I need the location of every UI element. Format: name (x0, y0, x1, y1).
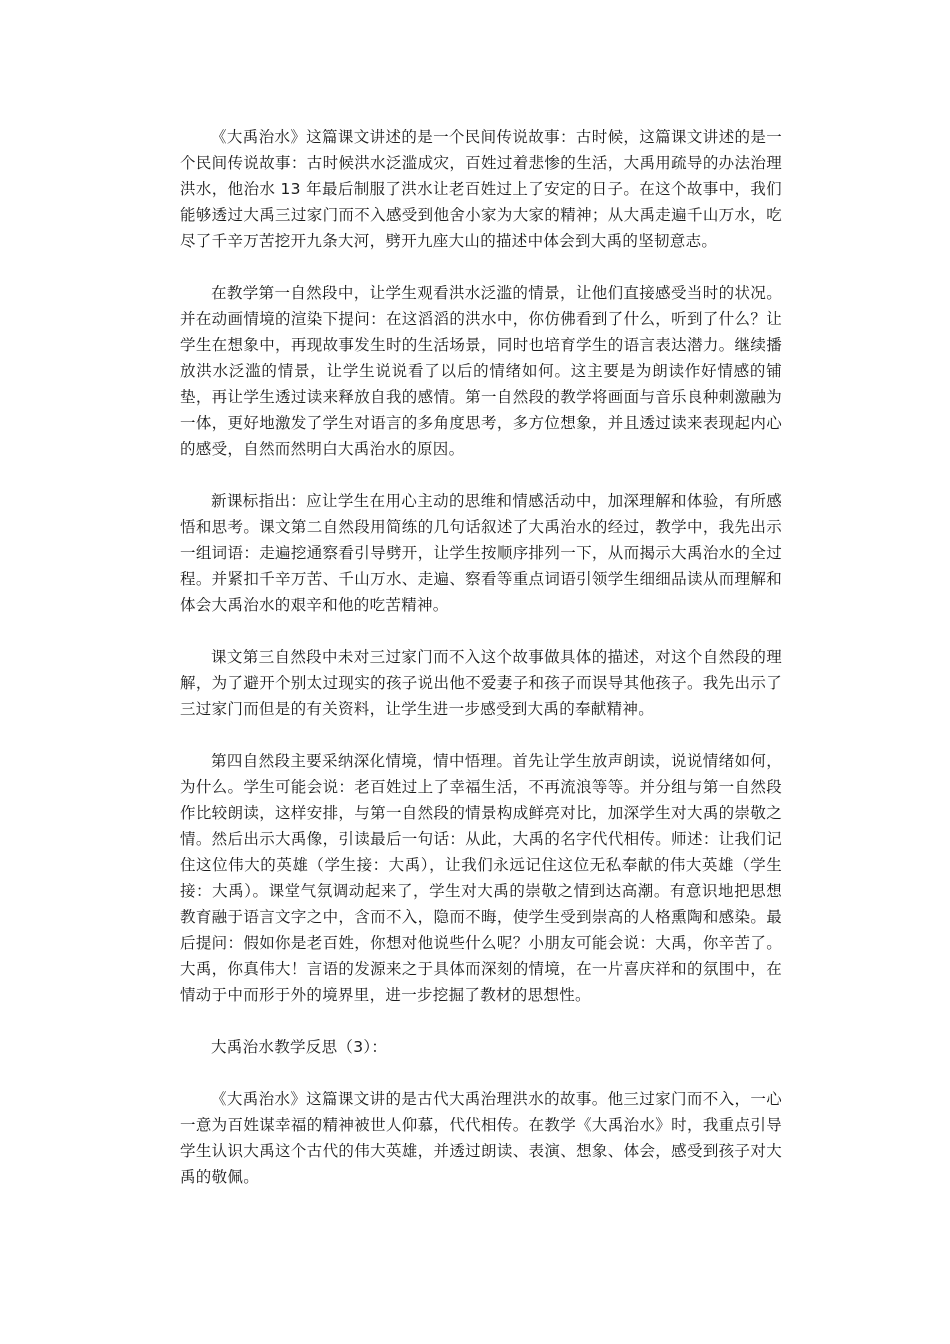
section-heading: 大禹治水教学反思（3）： (211, 1038, 388, 1056)
document-body (180, 124, 782, 1216)
paragraph-reflection-3: 《大禹治水》这篇课文讲的是古代大禹治理洪水的故事。他三过家门而不入，一心一意为百姓谋幸福的精神被世人仰慕，代代相传。在教学《大禹治水》时，我重点引导学生认识大禹这个古代的伟大英雄，并透过朗读、表演、想象、体会，感受到孩子对大禹的敬佩。 (180, 1090, 782, 1186)
paragraph-second-section: 新课标指出：应让学生在用心主动的思维和情感活动中，加深理解和体验，有所感悟和思考。课文第二自然段用简练的几句话叙述了大禹治水的经过，教学中，我先出示一组词语：走遍挖通察看引导劈开，让学生按顺序排列一下，从而揭示大禹治水的全过程。并紧扣千辛万苦、千山万水、走遍、察看等重点词语引领学生细细品读从而理解和体会大禹治水的艰辛和他的吃苦精神。 (180, 492, 782, 614)
paragraph-intro: 《大禹治水》这篇课文讲述的是一个民间传说故事：古时候，这篇课文讲述的是一个民间传说故事：古时候洪水泛滥成灾，百姓过着悲惨的生活，大禹用疏导的办法治理洪水，他治水 13 年最后制服了洪水让老百姓过上了安定的日子。在这个故事中，我们能够透过大禹三过家门而不入感受到他舍小家为大家的精神；从大禹走遍千山万水，吃尽了千辛万苦挖开九条大河，劈开九座大山的描述中体会到大禹的坚韧意志。 (180, 128, 782, 250)
paragraph-third-section: 课文第三自然段中未对三过家门而不入这个故事做具体的描述，对这个自然段的理解，为了避开个别太过现实的孩子说出他不爱妻子和孩子而误导其他孩子。我先出示了三过家门而但是的有关资料，让学生进一步感受到大禹的奉献精神。 (180, 648, 782, 718)
paragraph-first-section: 在教学第一自然段中，让学生观看洪水泛滥的情景，让他们直接感受当时的状况。并在动画情境的渲染下提问：在这滔滔的洪水中，你仿佛看到了什么，听到了什么？让学生在想象中，再现故事发生时的生活场景，同时也培育学生的语言表达潜力。继续播放洪水泛滥的情景，让学生说说看了以后的情绪如何。这主要是为朗读作好情感的铺垫，再让学生透过读来释放自我的感情。第一自然段的教学将画面与音乐良种刺激融为一体，更好地激发了学生对语言的多角度思考，多方位想象，并且透过读来表现起内心的感受，自然而然明白大禹治水的原因。 (180, 284, 782, 458)
paragraph-fourth-section: 第四自然段主要采纳深化情境，情中悟理。首先让学生放声朗读，说说情绪如何，为什么。学生可能会说：老百姓过上了幸福生活，不再流浪等等。并分组与第一自然段作比较朗读，这样安排，与第一自然段的情景构成鲜亮对比，加深学生对大禹的崇敬之情。然后出示大禹像，引读最后一句话：从此，大禹的名字代代相传。师述：让我们记住这位伟大的英雄（学生接：大禹），让我们永远记住这位无私奉献的伟大英雄（学生接：大禹）。课堂气氛调动起来了，学生对大禹的崇敬之情到达高潮。有意识地把思想教育融于语言文字之中，含而不入，隐而不晦，使学生受到崇高的人格熏陶和感染。最后提问：假如你是老百姓，你想对他说些什么呢？小朋友可能会说：大禹，你辛苦了。大禹，你真伟大！言语的发源来之于具体而深刻的情境，在一片喜庆祥和的氛围中，在情动于中而形于外的境界里，进一步挖掘了教材的思想性。 (180, 752, 782, 1004)
